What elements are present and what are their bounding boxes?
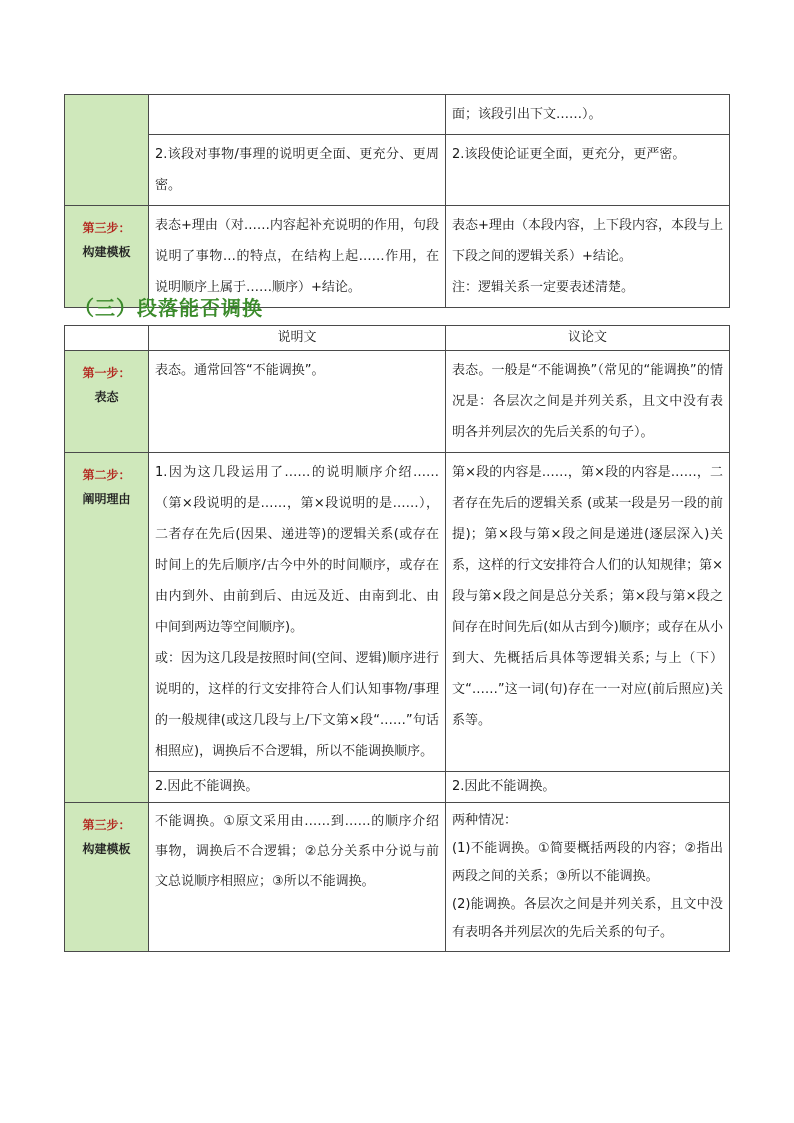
step-name: 构建模板 [82, 245, 131, 259]
paragraph: 两种情况： [452, 813, 518, 828]
column-header-argumentative: 议论文 [446, 326, 730, 351]
template-table-swap [64, 325, 730, 952]
table-row [65, 453, 730, 772]
step-name: 阐明理由 [82, 492, 131, 506]
header-row [65, 326, 730, 351]
step-cell-empty [65, 95, 149, 206]
paragraph: 或：因为这几段是按照时间(空间、逻辑)顺序进行说明的，这样的行文安排符合人们认知事物/事理的一般规律(或这几段与上/下文第×段“……”句话相照应)，调换后不合逻辑，所以不能调换顺序。 [155, 651, 439, 759]
step-number: 第三步： [82, 221, 131, 235]
argumentative-cell [446, 803, 730, 952]
expository-cell: 不能调换。①原文采用由……到……的顺序介绍事物，调换后不合逻辑；②总分关系中分说与前文总说顺序相照应；③所以不能调换。 [149, 803, 446, 952]
argumentative-cell: 面；该段引出下文……）。 [446, 95, 730, 135]
step-number: 第二步： [82, 468, 131, 482]
step-number: 第三步： [82, 818, 131, 832]
template-table-top [64, 94, 730, 308]
table-row [65, 803, 730, 952]
argumentative-cell: 表态。一般是“不能调换”（常见的“能调换”的情况是：各层次之间是并列关系，且文中没有表明各并列层次的先后关系的句子）。 [446, 351, 730, 453]
expository-cell [149, 95, 446, 135]
table-row [65, 351, 730, 453]
step-number: 第一步： [82, 366, 131, 380]
expository-cell [149, 453, 446, 772]
argumentative-cell: 2.该段使论证更全面，更充分，更严密。 [446, 135, 730, 206]
step-label [65, 803, 149, 952]
table-row [65, 135, 730, 206]
paragraph: (2)能调换。各层次之间是并列关系，且文中没有表明各并列层次的先后关系的句子。 [452, 897, 723, 940]
expository-cell: 2.因此不能调换。 [149, 772, 446, 803]
paragraph: (1)不能调换。①简要概括两段的内容；②指出两段之间的关系；③所以不能调换。 [452, 841, 723, 884]
header-empty [65, 326, 149, 351]
column-header-expository: 说明文 [149, 326, 446, 351]
section-title: （三）段落能否调换 [74, 296, 263, 320]
paragraph: 1.因为这几段运用了……的说明顺序介绍……（第×段说明的是……，第×段说明的是……），二者存在先后(因果、递进等)的逻辑关系(或存在时间上的先后顺序/古今中外的时间顺序，或存在由内到外、由前到后、由远及近、由南到北、由中间到两边等空间顺序)。 [155, 465, 439, 635]
paragraph: 表态+理由（本段内容，上下段内容，本段与上下段之间的逻辑关系）+结论。 [452, 218, 723, 264]
table-row [65, 95, 730, 135]
argumentative-cell: 2.因此不能调换。 [446, 772, 730, 803]
paragraph: 注：逻辑关系一定要表述清楚。 [452, 280, 635, 295]
expository-cell: 2.该段对事物/事理的说明更全面、更充分、更周密。 [149, 135, 446, 206]
argumentative-cell: 第×段的内容是……，第×段的内容是……，二者存在先后的逻辑关系 (或某一段是另一段的前提)；第×段与第×段之间是递进(逐层深入)关系，这样的行文安排符合人们的认知规律；第×段与第×段之间是总分关系；第×段与第×段之间存在时间先后(如从古到今)顺序；或存在从小到大、先概括后具体等逻辑关系; 与上（下）文“……”这一词(句)存在一一对应(前后照应)关系等。 [446, 453, 730, 772]
expository-cell: 表态+理由（对……内容起补充说明的作用，句段说明了事物…的特点，在结构上起……作用，在说明顺序上属于……顺序）+结论。 [149, 206, 446, 308]
table-row [65, 772, 730, 803]
argumentative-cell [446, 206, 730, 308]
step-name: 构建模板 [82, 842, 131, 856]
expository-cell: 表态。通常回答“不能调换”。 [149, 351, 446, 453]
step-label [65, 453, 149, 803]
step-label [65, 351, 149, 453]
step-name: 表态 [94, 390, 119, 404]
